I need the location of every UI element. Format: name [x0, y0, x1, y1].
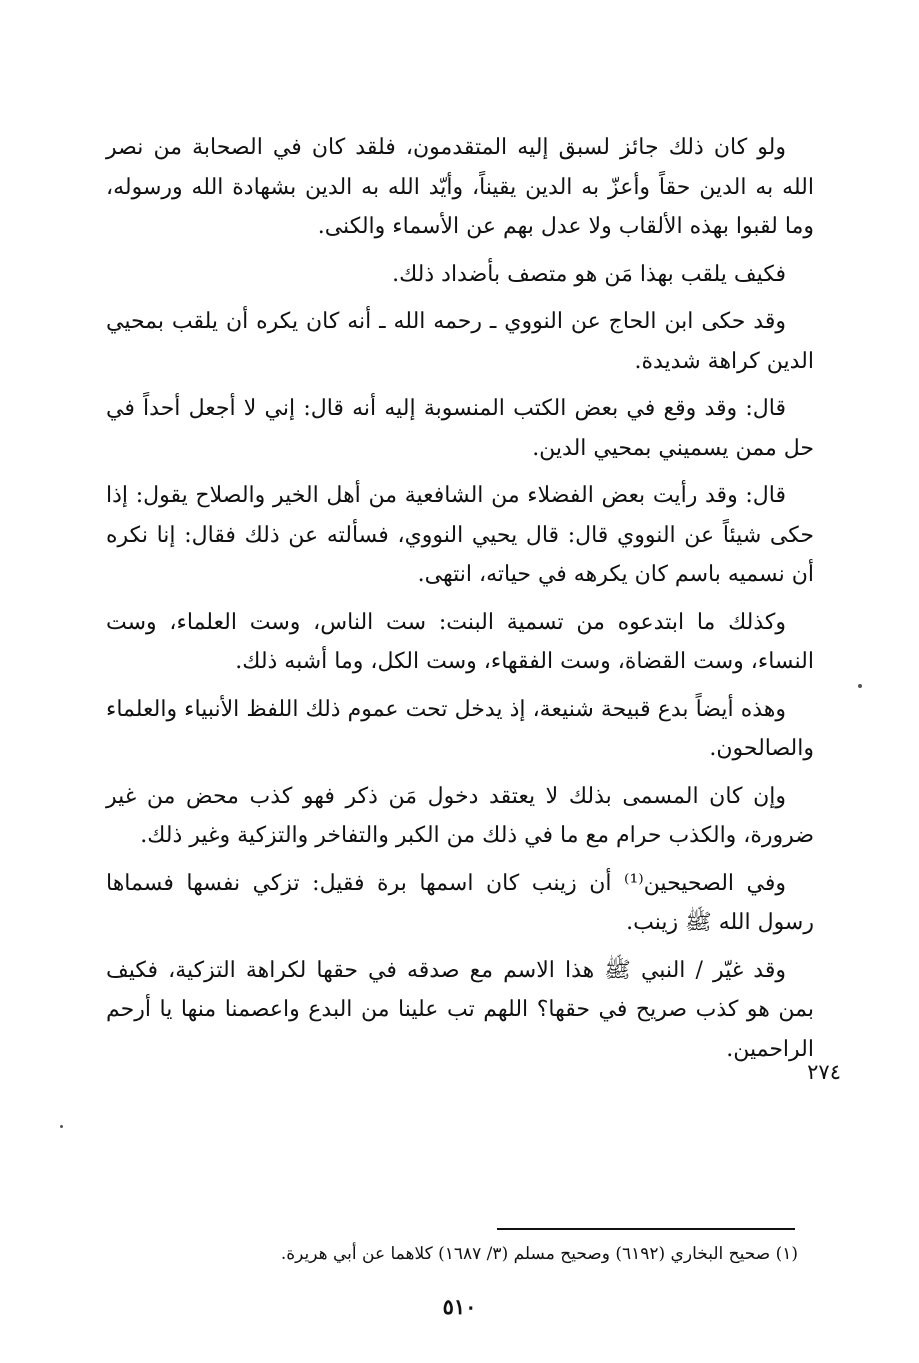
- scan-speck: [858, 684, 862, 688]
- paragraph-1: ولو كان ذلك جائز لسبق إليه المتقدمون، فلقد كان في الصحابة من نصر الله به الدين حقاً وأعزّ به الدين يقيناً، وأيّد الله به الدين بشهادة الله ورسوله، وما لقبوا بهذه الألقاب ولا عدل بهم عن الأسماء والكنى.: [106, 135, 814, 239]
- paragraph-4: قال: وقد وقع في بعض الكتب المنسوبة إليه أنه قال: إني لا أجعل أحداً في حل ممن يسميني بمحيي الدين.: [106, 396, 814, 461]
- paragraph-3: وقد حكى ابن الحاج عن النووي ـ رحمه الله ـ أنه كان يكره أن يلقب بمحيي الدين كراهة شديدة.: [106, 309, 814, 374]
- body-text: [106, 128, 814, 1077]
- paragraph-10: وقد غيّر / النبي ﷺ هذا الاسم مع صدقه في حقها لكراهة التزكية، فكيف بمن هو كذب صريح في حقها؟ اللهم تب علينا من البدع واعصمنا منها يا أرحم الراحمين.: [106, 957, 814, 1062]
- page-number: ٥١٠: [442, 1294, 477, 1319]
- paragraph-6: وكذلك ما ابتدعوه من تسمية البنت: ست الناس، وست العلماء، وست النساء، وست القضاة، وست الفقهاء، وست الكل، وما أشبه ذلك.: [106, 609, 814, 674]
- footnote-divider: [497, 1228, 795, 1230]
- footnote: (١) صحيح البخاري (٦١٩٢) وصحيح مسلم (٣/ ١٦٨٧) كلاهما عن أبي هريرة.: [280, 1244, 798, 1264]
- paragraph-7: وهذه أيضاً بدع قبيحة شنيعة، إذ يدخل تحت عموم ذلك اللفظ الأنبياء والعلماء والصالحون.: [106, 696, 814, 761]
- paragraph-2: فكيف يلقب بهذا مَن هو متصف بأضداد ذلك.: [392, 261, 786, 287]
- margin-page-reference: ٢٧٤: [807, 1060, 841, 1084]
- paragraph-9: وفي الصحيحين⁽¹⁾ أن زينب كان اسمها برة فقيل: تزكي نفسها فسماها رسول الله ﷺ زينب.: [106, 870, 814, 935]
- scan-speck: [60, 1125, 63, 1128]
- paragraph-8: وإن كان المسمى بذلك لا يعتقد دخول مَن ذكر فهو كذب محض من غير ضرورة، والكذب حرام مع ما في ذلك من الكبر والتفاخر والتزكية وغير ذلك.: [106, 783, 814, 848]
- paragraph-5: قال: وقد رأيت بعض الفضلاء من الشافعية من أهل الخير والصلاح يقول: إذا حكى شيئاً عن النووي قال: قال يحيي النووي، فسألته عن ذلك فقال: إنا نكره أن نسميه باسم كان يكرهه في حياته، انتهى.: [106, 483, 814, 587]
